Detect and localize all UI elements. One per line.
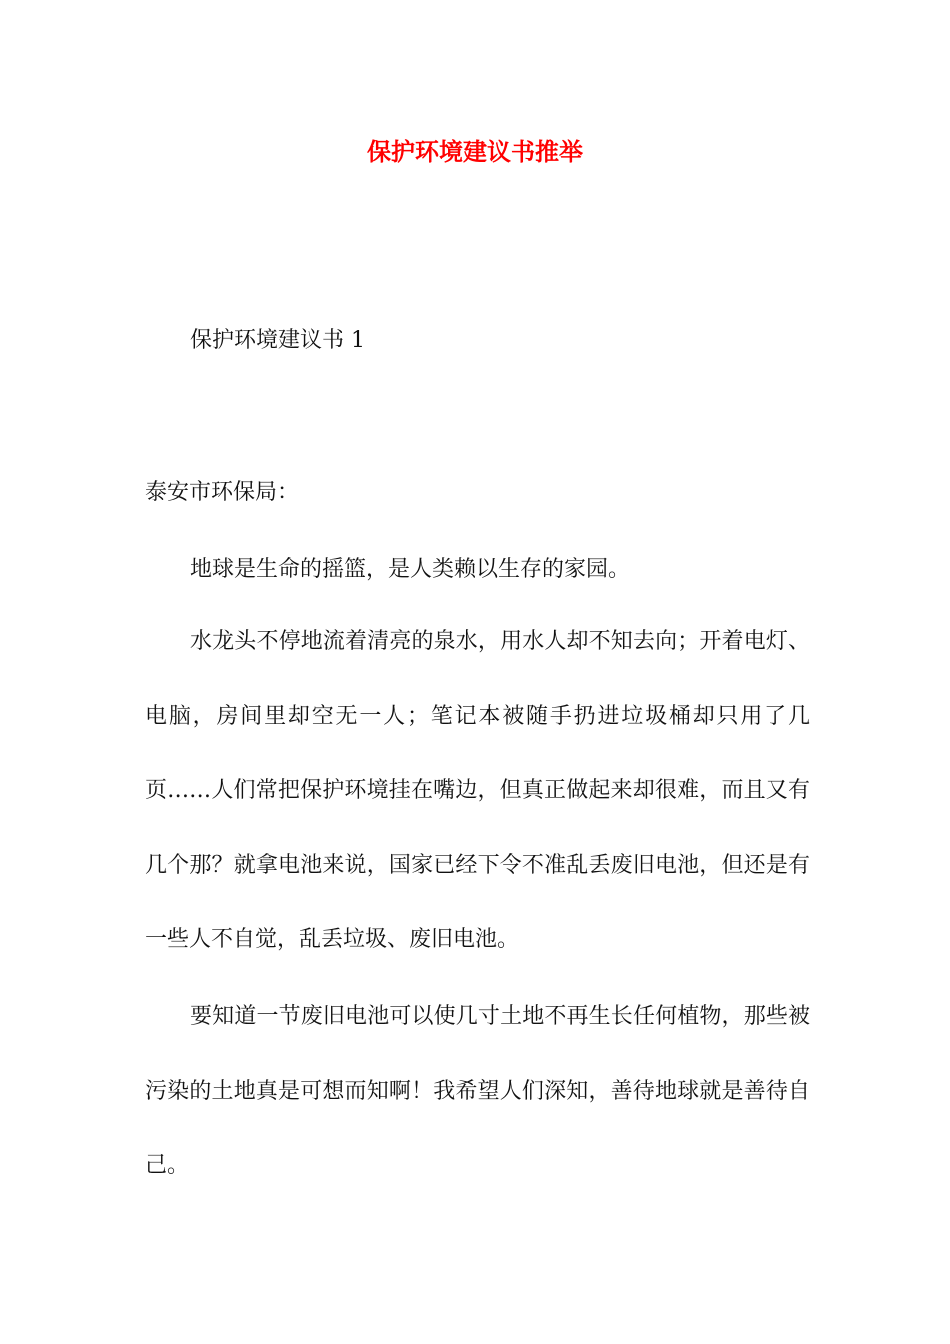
paragraph: 地球是生命的摇篮，是人类赖以生存的家园。 (190, 557, 631, 582)
section-heading: 保护环境建议书 1 (190, 328, 365, 353)
paragraph: 要知道一节废旧电池可以使几寸土地不再生长任何植物，那些被污染的土地真是可想而知啊！我希望人们深知，善待地球就是善待自己。 (145, 1004, 810, 1178)
salutation: 泰安市环保局： (145, 480, 300, 505)
paragraph: 水龙头不停地流着清亮的泉水，用水人却不知去向；开着电灯、电脑，房间里却空无一人；笔记本被随手扔进垃圾桶却只用了几页……人们常把保护环境挂在嘴边，但真正做起来却很难，而且又有几个那？就拿电池来说，国家已经下令不准乱丢废旧电池，但还是有一些人不自觉，乱丢垃圾、废旧电池。 (145, 629, 810, 952)
document-title: 保护环境建议书推举 (367, 137, 583, 166)
